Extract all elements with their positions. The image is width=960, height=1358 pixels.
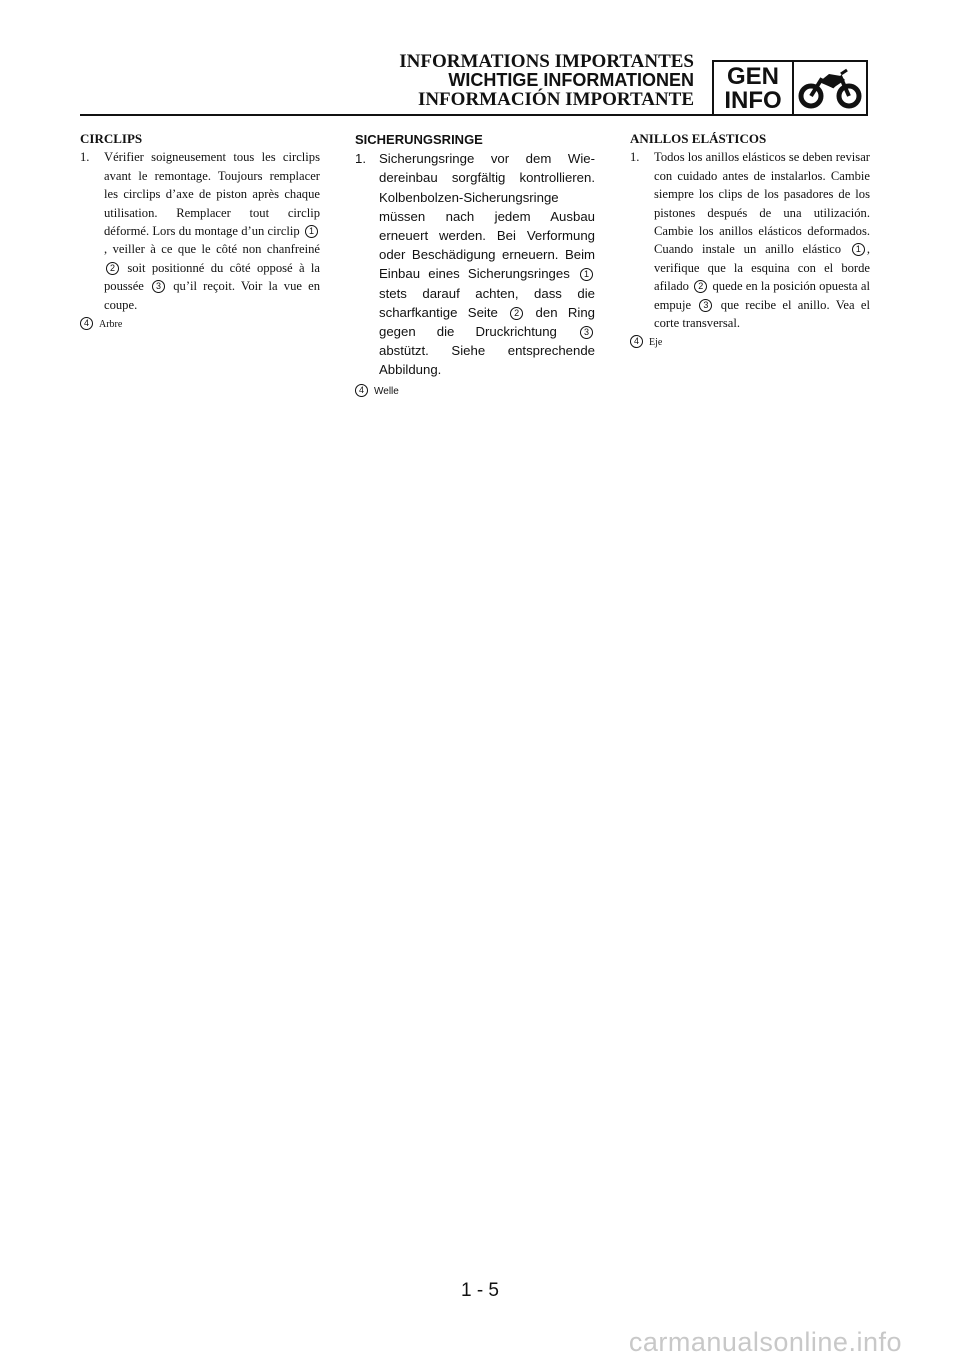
text-part: soit positionné du côté opposé à la poussée [104,260,320,294]
list-item [80,148,320,314]
title-de: WICHTIGE INFORMATIONEN [448,70,694,90]
item-text [104,148,320,314]
legend-de [355,382,595,401]
column-spanish [630,130,870,353]
marker-4: 4 [630,335,643,348]
text-part: qu’il reçoit. Voir la vue en coupe. [104,279,320,312]
item-number: 1. [355,151,366,167]
marker-4: 4 [355,384,368,397]
page-number: 1 - 5 [460,1280,500,1301]
marker-3: 3 [152,280,165,293]
legend-fr [80,316,320,334]
title-es: INFORMACIÓN IMPORTANTE [417,89,694,110]
watermark: carmanualsonline.info [628,1327,902,1357]
legend-text: Arbre [99,319,123,331]
heading-fr: CIRCLIPS [80,131,143,146]
item-text [379,149,595,379]
item-number: 1. [630,150,640,165]
text-part: Vérifier soigneusement tous les circlips avant le remontage. Toujours remplacer les circlips d’axe de piston après chaque utilisation. Remplacer tout circlip déformé. Lors du montage d’un circlip [104,150,320,239]
text-part: abstützt. Siehe entsprechende Abbildung. [379,343,595,378]
gen-info-badge [712,60,868,116]
legend-text: Eje [649,337,663,349]
legend-text: Welle [374,385,399,397]
list-item [355,149,595,379]
badge-text [714,62,794,114]
marker-2: 2 [510,307,523,320]
column-french [80,130,320,334]
list-item [630,148,870,332]
text-part: Todos los anillos elásticos se deben revisar con cuidado antes de instalarlos. Cambie siempre los clips de los pasadores de los pistones después de una utilización. Cambie los anillos elásticos deformados. Cuando instale un anillo elástico [654,150,870,257]
badge-info: INFO [724,87,782,114]
text-part: , veiller à ce que le côté non chanfreiné [104,242,320,257]
text-part: Sicherungsringe vor dem Wiedereinbau sorgfältig kontrollieren. Kolbenbolzen-Sicherungsringe müssen nach jedem Ausbau erneuert werden. Bei Verformung oder Beschädigung erneuern. Beim Einbau eines Sicherungsringes [379,151,595,282]
motorcycle-icon [794,62,866,114]
text-part: stets darauf achten, dass die scharfkantige Seite [379,285,595,320]
title-fr: INFORMATIONS IMPORTANTES [399,51,694,72]
text-part: quede en la posición opuesta al empuje [654,279,870,312]
marker-4: 4 [80,317,93,330]
text-part: den Ring gegen die Druckrichtung [379,304,595,340]
marker-1: 1 [852,243,865,256]
badge-gen: GEN [726,63,779,90]
marker-2: 2 [694,280,707,293]
header-rule [80,114,714,116]
text-part: , verifique que la esquina con el borde afilado [654,242,870,294]
item-number: 1. [80,150,90,165]
marker-1: 1 [580,268,593,281]
column-german [355,130,595,401]
text-part: que recibe el anillo. Vea el corte transversal. [654,297,871,331]
header-titles [399,52,694,109]
item-text [654,148,870,332]
marker-1: 1 [305,225,318,238]
heading-de: SICHERUNGSRINGE [355,132,483,147]
marker-3: 3 [699,299,712,312]
heading-es: ANILLOS ELÁSTICOS [630,131,767,146]
marker-3: 3 [580,326,593,339]
marker-2: 2 [106,262,119,275]
legend-es [630,334,870,352]
